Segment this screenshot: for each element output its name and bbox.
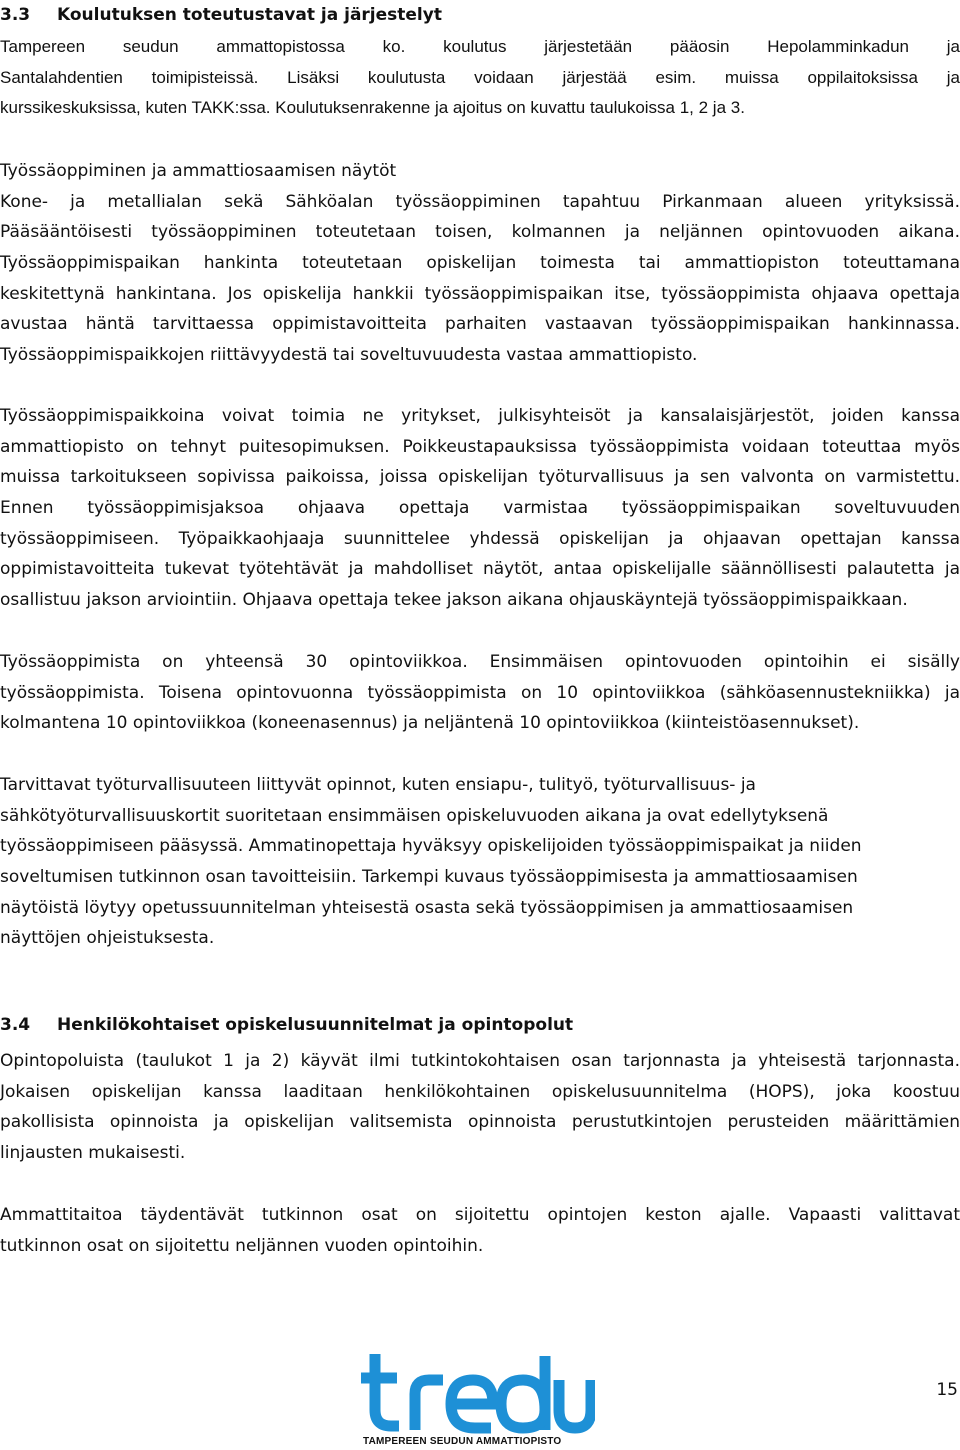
text-line: linjausten mukaisesti. (0, 1143, 186, 1164)
text-line: Opintopoluista (taulukot 1 ja 2) käyvät ilmi tutkintokohtaisen osan tarjonnasta ja yhteisestä tarjonnasta. (0, 1051, 960, 1071)
text-line: soveltumisen tutkinnon osan tavoitteisiin. Tarkempi kuvaus työssäoppimisesta ja ammattiosaamisen (0, 867, 858, 888)
text-line: Kone- ja metallialan sekä Sähköalan työssäoppiminen tapahtuu Pirkanmaan alueen yrityksissä. (0, 191, 960, 212)
text-line: Työssäoppimista on yhteensä 30 opintoviikkoa. Ensimmäisen opintovuoden opintoihin ei sisälly (0, 652, 960, 672)
text-line: Tarvittavat työturvallisuuteen liittyvät opinnot, kuten ensiapu-, tulityö, työturvallisuus- ja (0, 775, 756, 795)
text-line: oppimistavoitteita tukevat työtehtävät ja mahdolliset näytöt, antaa opiskelijalle säännöllisesti palautetta ja (0, 559, 960, 580)
paragraph-valinnaiset (0, 1200, 960, 1261)
section-number: 3.3 (0, 5, 31, 25)
text-line: Santalahdentien toimipisteissä. Lisäksi koulutusta voidaan järjestää esim. muissa oppilaitoksissa ja (0, 67, 960, 87)
paragraph-laajuus (0, 647, 960, 739)
text-line: Työssäoppimispaikan hankinta toteutetaan opiskelijan toimesta tai ammattiopiston toteuttamana (0, 253, 960, 274)
paragraph-paikat (0, 401, 960, 616)
text-line: Ennen työssäoppimisjaksoa ohjaava opettaja varmistaa työssäoppimispaikan soveltuvuuden (0, 498, 960, 519)
text-line: pakollisista opinnoista ja opiskelijan valitsemista opinnoista perustutkintojen perusteiden määrittämien (0, 1112, 960, 1133)
subsection-title: Työssäoppiminen ja ammattiosaamisen näytöt (0, 161, 397, 181)
logo-subtitle: TAMPEREEN SEUDUN AMMATTIOPISTO (363, 1436, 562, 1447)
paragraph-toteutustavat (0, 32, 960, 124)
paragraph-tyossaoppiminen (0, 156, 960, 371)
text-line: osallistuu jakson arviointiin. Ohjaava opettaja tekee jakson aikana ohjauskäyntejä työssäoppimispaikkaan. (0, 590, 908, 611)
text-line: kurssikeskuksissa, kuten TAKK:ssa. Koulutuksenrakenne ja ajoitus on kuvattu taulukoissa 1, 2 ja 3. (0, 98, 745, 118)
text-line: työssäoppimista. Toisena opintovuonna työssäoppimista on 10 opintoviikkoa (sähköasennustekniikka) ja (0, 682, 960, 703)
text-line: sähkötyöturvallisuuskortit suoritetaan ensimmäisen opiskeluvuoden aikana ja ovat edellytyksenä (0, 805, 829, 826)
text-line: Tampereen seudun ammattopistossa ko. koulutus järjestetään pääosin Hepolamminkadun ja (0, 37, 960, 56)
text-line: muissa tarkoitukseen sopivissa paikoissa, joissa opiskelijan työturvallisuus ja sen valvonta on varmistettu. (0, 467, 960, 488)
section-title: Henkilökohtaiset opiskelusuunnitelmat ja opintopolut (57, 1015, 574, 1035)
text-line: avustaa häntä tarvittaessa oppimistavoitteita parhaiten vastaavan työssäoppimispaikan hankinnassa. (0, 314, 960, 335)
text-line: keskitettynä hankintana. Jos opiskelija hankkii työssäoppimispaikan itse, työssäoppimista ohjaava opettaja (0, 283, 960, 304)
text-line: näyttöjen ohjeistuksesta. (0, 928, 215, 949)
text-line: kolmantena 10 opintoviikkoa (koneenasennus) ja neljäntenä 10 opintoviikkoa (kiinteistöasennukset). (0, 713, 860, 734)
text-line: työssäoppimiseen. Työpaikkaohjaaja suunnittelee yhdessä opiskelijan ja ohjaavan opettajan kanssa (0, 528, 960, 549)
section-title: Koulutuksen toteutustavat ja järjestelyt (57, 5, 442, 25)
text-line: Työssäoppimispaikkoina voivat toimia ne yritykset, julkisyhteisöt ja kansalaisjärjestöt, joiden kanssa (0, 406, 960, 426)
text-line: ammattiopisto on tehnyt puitesopimuksen. Poikkeustapauksissa työssäoppimista voidaan toteuttaa myös (0, 436, 960, 457)
text-line: tutkinnon osat on sijoitettu neljännen vuoden opintoihin. (0, 1235, 484, 1256)
logo-wordmark (361, 1354, 591, 1430)
page-number: 15 (936, 1380, 958, 1400)
section-number: 3.4 (0, 1015, 31, 1035)
section-heading-3-4 (0, 1012, 573, 1038)
paragraph-hops (0, 1046, 960, 1169)
paragraph-turvallisuus (0, 770, 960, 954)
text-line: Pääsääntöisesti työssäoppiminen toteutetaan toisen, kolmannen ja neljännen opintovuoden aikana. (0, 222, 960, 243)
text-line: työssäoppimiseen pääsyssä. Ammatinopettaja hyväksyy opiskelijoiden työssäoppimispaikat ja niiden (0, 836, 862, 857)
text-line: Jokaisen opiskelijan kanssa laaditaan henkilökohtainen opiskelusuunnitelma (HOPS), joka koostuu (0, 1081, 960, 1102)
text-line: Työssäoppimispaikkojen riittävyydestä tai soveltuvuudesta vastaa ammattiopisto. (0, 345, 698, 366)
text-line: näytöistä löytyy opetussuunnitelman yhteisestä osasta sekä työssäoppimisen ja ammattiosaamisen (0, 897, 854, 918)
text-line: Ammattitaitoa täydentävät tutkinnon osat on sijoitettu opintojen keston ajalle. Vapaasti valittavat (0, 1205, 960, 1225)
tredu-logo (355, 1350, 595, 1450)
section-heading-3-3 (0, 2, 442, 28)
